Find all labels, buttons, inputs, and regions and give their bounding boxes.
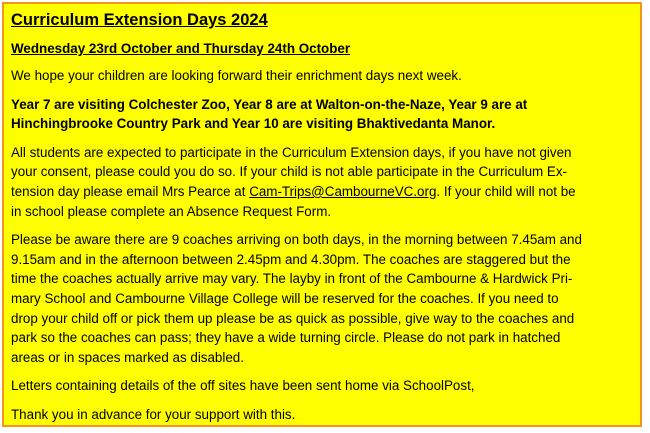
coaches-line-2: 9.15am and in the afternoon between 2.45pm and 4.30pm. The coaches are staggered but the bbox=[11, 251, 571, 267]
letters-paragraph: Letters containing details of the off sites have been sent home via SchoolPost, bbox=[11, 378, 475, 394]
consent-paragraph bbox=[11, 143, 634, 221]
visits-line-2: Hinchingbrooke Country Park and Year 10 are visiting Bhaktivedanta Manor. bbox=[11, 116, 496, 132]
visits-line-1: Year 7 are visiting Colchester Zoo, Year 8 are at Walton-on-the-Naze, Year 9 are at bbox=[11, 96, 528, 112]
coaches-line-6: park so the coaches can pass; they have a wide turning circle. Please do not park in hatched bbox=[11, 330, 561, 346]
consent-line-2: your consent, please could you do so. If your child is not able participate in the Curriculum Ex- bbox=[11, 164, 567, 180]
coaches-line-3: time the coaches actually arrive may vary. The layby in front of the Cambourne & Hardwick Pri- bbox=[11, 271, 573, 287]
consent-line-3 bbox=[11, 182, 634, 202]
coaches-line-5: drop your child off or pick them up please be as quick as possible, give way to the coaches and bbox=[11, 310, 575, 326]
event-dates: Wednesday 23rd October and Thursday 24th October bbox=[11, 41, 351, 56]
coaches-line-7: areas or in spaces marked as disabled. bbox=[11, 349, 244, 365]
intro-paragraph: We hope your children are looking forward their enrichment days next week. bbox=[11, 68, 462, 83]
notice-box bbox=[2, 2, 642, 427]
coaches-paragraph bbox=[11, 230, 634, 367]
coaches-line-1: Please be aware there are 9 coaches arriving on both days, in the morning between 7.45am and bbox=[11, 232, 582, 248]
consent-line-3-end: . If your child will not be bbox=[436, 183, 576, 199]
consent-line-4: in school please complete an Absence Request Form. bbox=[11, 203, 332, 219]
thanks-paragraph: Thank you in advance for your support with this. bbox=[11, 406, 296, 422]
email-link[interactable]: Cam-Trips@CambourneVC.org bbox=[249, 183, 437, 199]
consent-line-3-start: tension day please email Mrs Pearce at bbox=[11, 183, 250, 199]
consent-line-1: All students are expected to participate in the Curriculum Extension days, if you have not given bbox=[11, 144, 572, 160]
coaches-line-4: mary School and Cambourne Village College will be reserved for the coaches. If you need to bbox=[11, 290, 559, 306]
visits-paragraph bbox=[11, 95, 634, 134]
notice-title: Curriculum Extension Days 2024 bbox=[11, 11, 268, 29]
